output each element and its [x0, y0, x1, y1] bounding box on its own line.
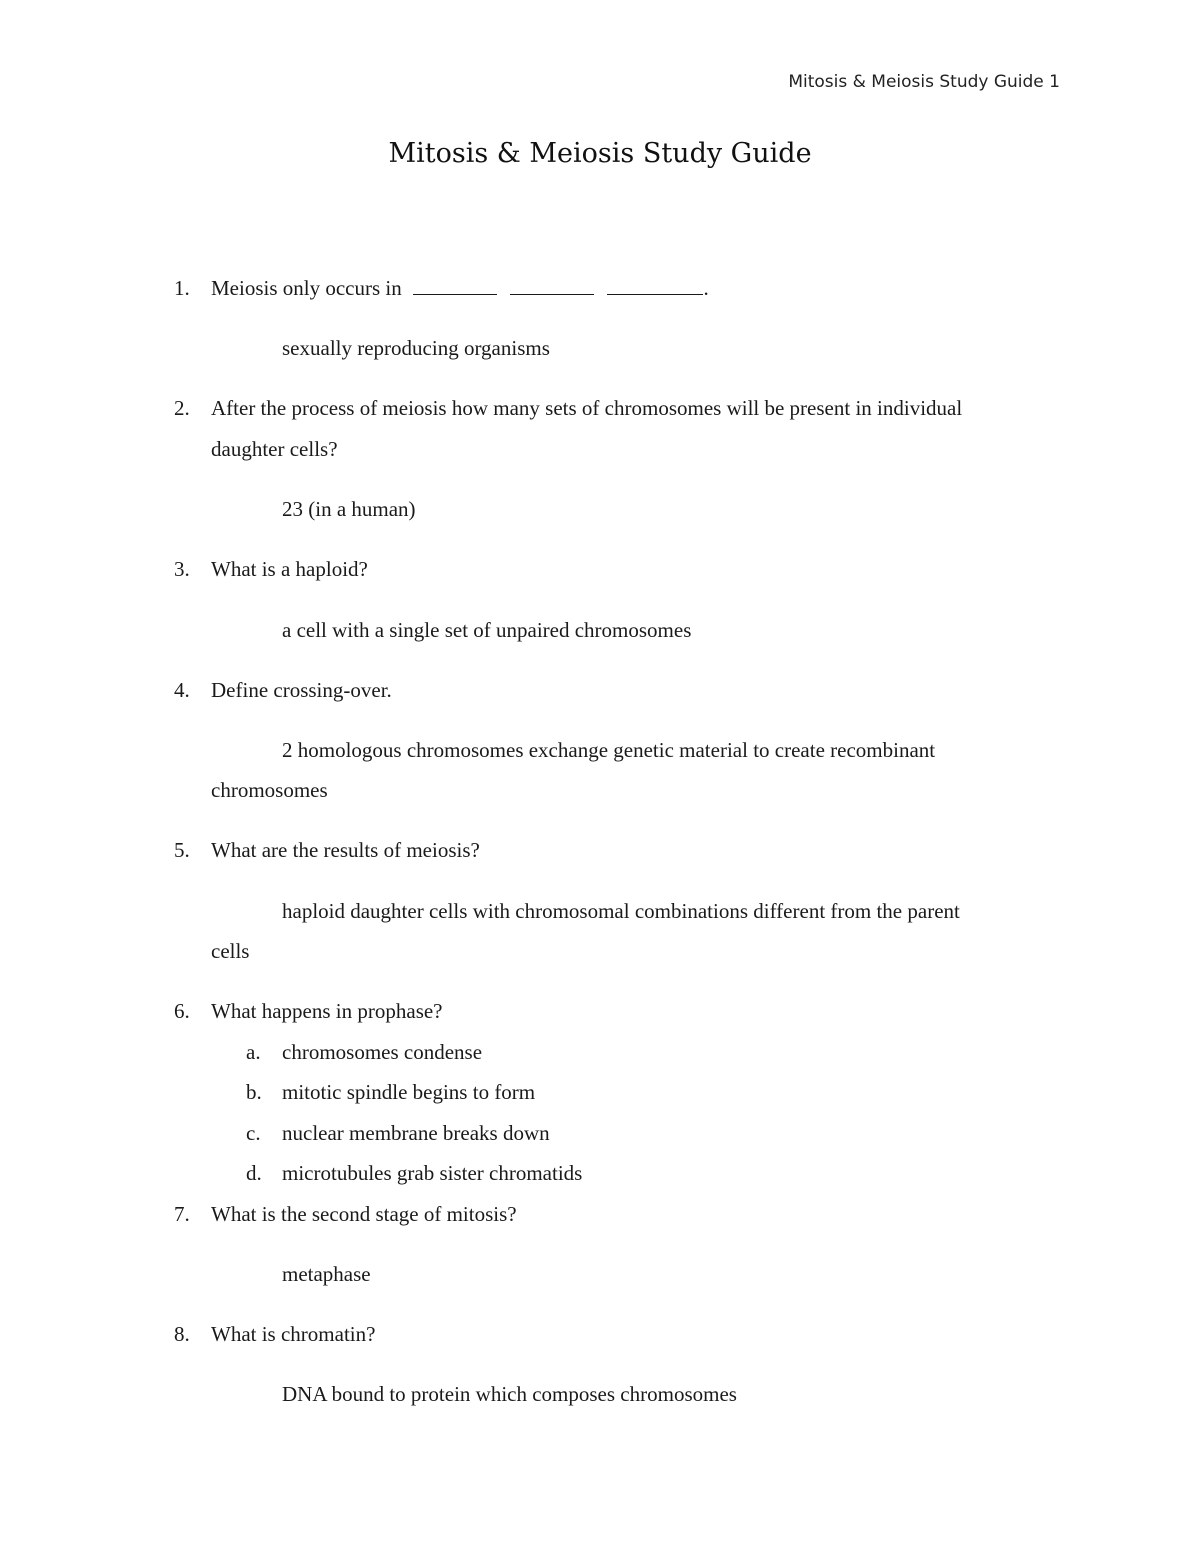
sub-item-text: mitotic spindle begins to form	[282, 1080, 536, 1104]
answer-text: 23 (in a human)	[282, 497, 416, 521]
fill-in-blank	[607, 278, 703, 295]
question-text: What happens in prophase?	[211, 999, 443, 1023]
document-title: Mitosis & Meiosis Study Guide	[388, 138, 812, 169]
sub-item-text: microtubules grab sister chromatids	[282, 1161, 583, 1185]
sub-item-text: nuclear membrane breaks down	[282, 1121, 550, 1145]
sub-item-letter: b.	[246, 1080, 262, 1104]
answer-text: haploid daughter cells with chromosomal combinations different from the parent	[282, 899, 960, 923]
question-text: What is the second stage of mitosis?	[211, 1202, 517, 1226]
sub-item-letter: c.	[246, 1121, 261, 1145]
question-text: What are the results of meiosis?	[211, 838, 480, 862]
answer-text-continued: chromosomes	[211, 778, 328, 802]
question-number: 1.	[174, 276, 190, 300]
question-text: Meiosis only occurs in .	[211, 276, 709, 300]
fill-in-blank	[510, 278, 594, 295]
question-text-continued: daughter cells?	[211, 437, 338, 461]
question-text: After the process of meiosis how many sets of chromosomes will be present in individual	[211, 396, 963, 420]
answer-text: 2 homologous chromosomes exchange genetic material to create recombinant	[282, 738, 936, 762]
answer-text: DNA bound to protein which composes chromosomes	[282, 1382, 737, 1406]
question-number: 3.	[174, 557, 190, 581]
answer-text-continued: cells	[211, 939, 250, 963]
answer-text: sexually reproducing organisms	[282, 336, 550, 360]
answer-text: a cell with a single set of unpaired chromosomes	[282, 618, 692, 642]
running-header: Mitosis & Meiosis Study Guide 1	[788, 72, 1060, 92]
question-text: What is a haploid?	[211, 557, 368, 581]
question-number: 8.	[174, 1322, 190, 1346]
question-text: Define crossing-over.	[211, 678, 392, 702]
question-number: 6.	[174, 999, 190, 1023]
question-number: 7.	[174, 1202, 190, 1226]
sub-item-text: chromosomes condense	[282, 1040, 483, 1064]
question-number: 4.	[174, 678, 190, 702]
sub-item-letter: d.	[246, 1161, 262, 1185]
question-number: 5.	[174, 838, 190, 862]
question-text: What is chromatin?	[211, 1322, 376, 1346]
answer-text: metaphase	[282, 1262, 371, 1286]
fill-in-blank	[413, 278, 497, 295]
question-number: 2.	[174, 396, 190, 420]
sub-item-letter: a.	[246, 1040, 261, 1064]
